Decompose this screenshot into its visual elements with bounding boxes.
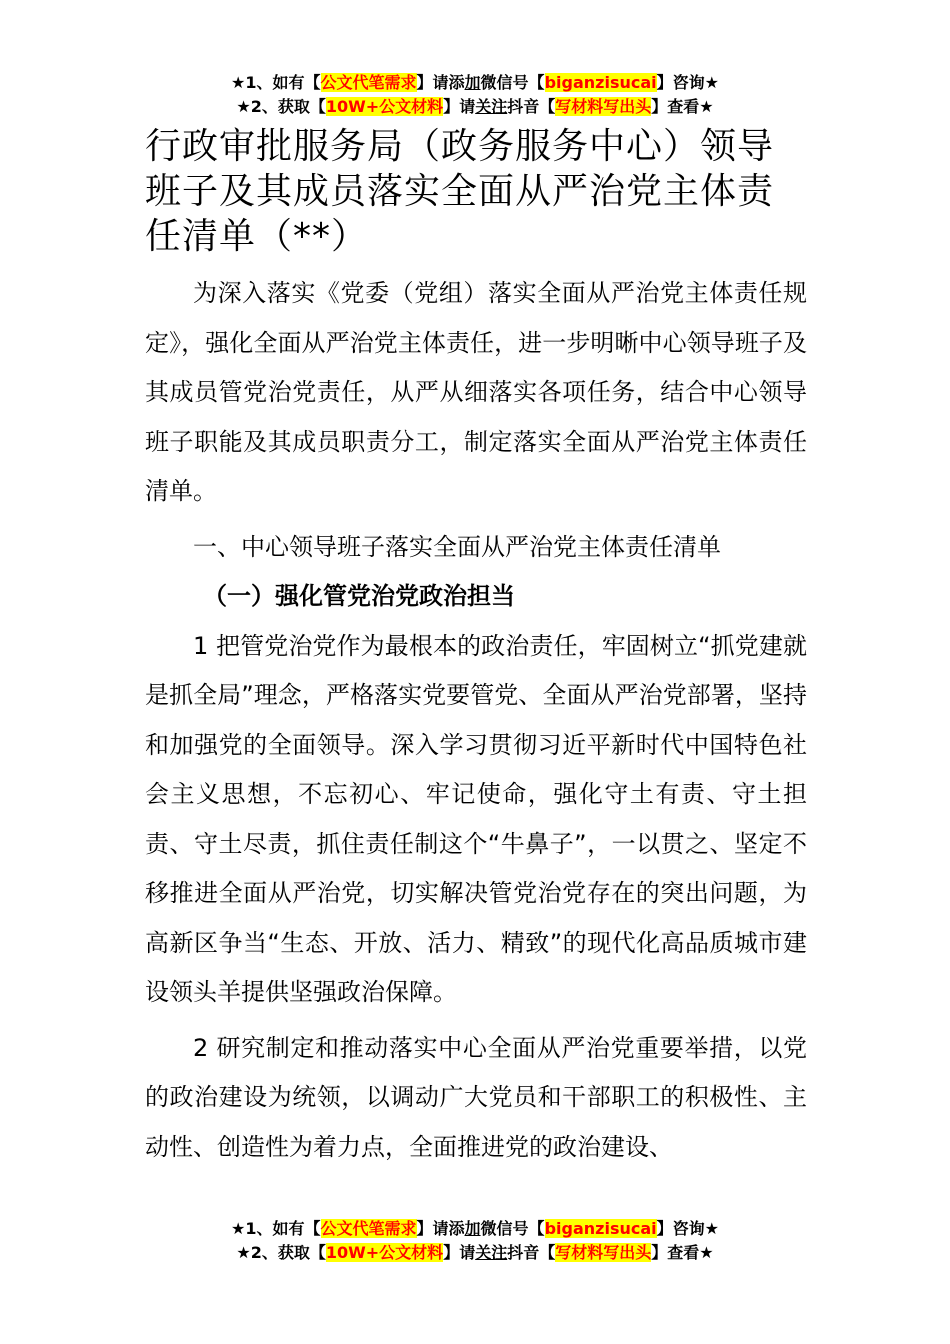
promo-text: 】请添 xyxy=(416,73,465,92)
promo-highlight: 写材料写出头 xyxy=(555,1243,652,1262)
section-heading: 一、中心领导班子落实全面从严治党主体责任清单 xyxy=(193,532,721,561)
promo-text: 】查看★ xyxy=(651,97,714,116)
promo-underline: 加 xyxy=(464,73,481,92)
promo-highlight: 写材料写出头 xyxy=(555,97,652,116)
promo-line-1-footer xyxy=(0,1217,950,1241)
document-body xyxy=(145,124,807,1172)
promo-text: 微信号【 xyxy=(480,1219,545,1238)
intro-paragraph: 为深入落实《党委（党组）落实全面从严治党主体责任规定》，强化全面从严治党主体责任，进一步明晰中心领导班子及其成员管党治党责任，从严从细落实各项任务，结合中心领导班子职能及其成员职责分工，制定落实全面从严治党主体责任清单。 xyxy=(145,279,807,505)
promo-text: ★2、获取【 xyxy=(236,97,326,116)
promo-line-2 xyxy=(0,95,950,119)
promo-text: 抖音【 xyxy=(507,97,556,116)
promo-underline: 关注 xyxy=(475,97,508,116)
promo-line-1 xyxy=(0,71,950,95)
promo-text: 微信号【 xyxy=(480,73,545,92)
promo-text: 】咨询★ xyxy=(656,73,719,92)
promo-text: 】请 xyxy=(443,1243,476,1262)
promo-highlight: biganzisucai xyxy=(544,1219,657,1238)
item-paragraph-2: 2 研究制定和推动落实中心全面从严治党重要举措，以党的政治建设为统领，以调动广大党员和干部职工的积极性、主动性、创造性为着力点，全面推进党的政治建设、 xyxy=(145,1033,807,1161)
promo-highlight: biganzisucai xyxy=(544,73,657,92)
promo-text: 】咨询★ xyxy=(656,1219,719,1238)
promo-text: 】查看★ xyxy=(651,1243,714,1262)
promo-highlight: 公文代笔需求 xyxy=(320,1219,417,1238)
promo-line-2-footer xyxy=(0,1241,950,1265)
promo-text: 】请 xyxy=(443,97,476,116)
promo-text: 抖音【 xyxy=(507,1243,556,1262)
promo-text: 】请添 xyxy=(416,1219,465,1238)
promo-highlight: 公文代笔需求 xyxy=(320,73,417,92)
promo-text: ★1、如有【 xyxy=(231,73,321,92)
promo-underline: 加 xyxy=(464,1219,481,1238)
promo-text: ★2、获取【 xyxy=(236,1243,326,1262)
item-paragraph-1: 1 把管党治党作为最根本的政治责任，牢固树立“抓党建就是抓全局”理念，严格落实党要管党、全面从严治党部署，坚持和加强党的全面领导。深入学习贯彻习近平新时代中国特色社会主义思想，不忘初心、牢记使命，强化守土有责、守土担责、守土尽责，抓住责任制这个“牛鼻子”，一以贯之、坚定不移推进全面从严治党，切实解决管党治党存在的突出问题，为高新区争当“生态、开放、活力、精致”的现代化高品质城市建设领头羊提供坚强政治保障。 xyxy=(145,631,807,1006)
document-title: 行政审批服务局（政务服务中心）领导班子及其成员落实全面从严治党主体责任清单（**） xyxy=(145,126,775,257)
promo-underline: 关注 xyxy=(475,1243,508,1262)
promo-highlight: 10W+公文材料 xyxy=(325,97,444,116)
subsection-heading: （一）强化管党治党政治担当 xyxy=(203,582,515,610)
promo-highlight: 10W+公文材料 xyxy=(325,1243,444,1262)
promo-text: ★1、如有【 xyxy=(231,1219,321,1238)
